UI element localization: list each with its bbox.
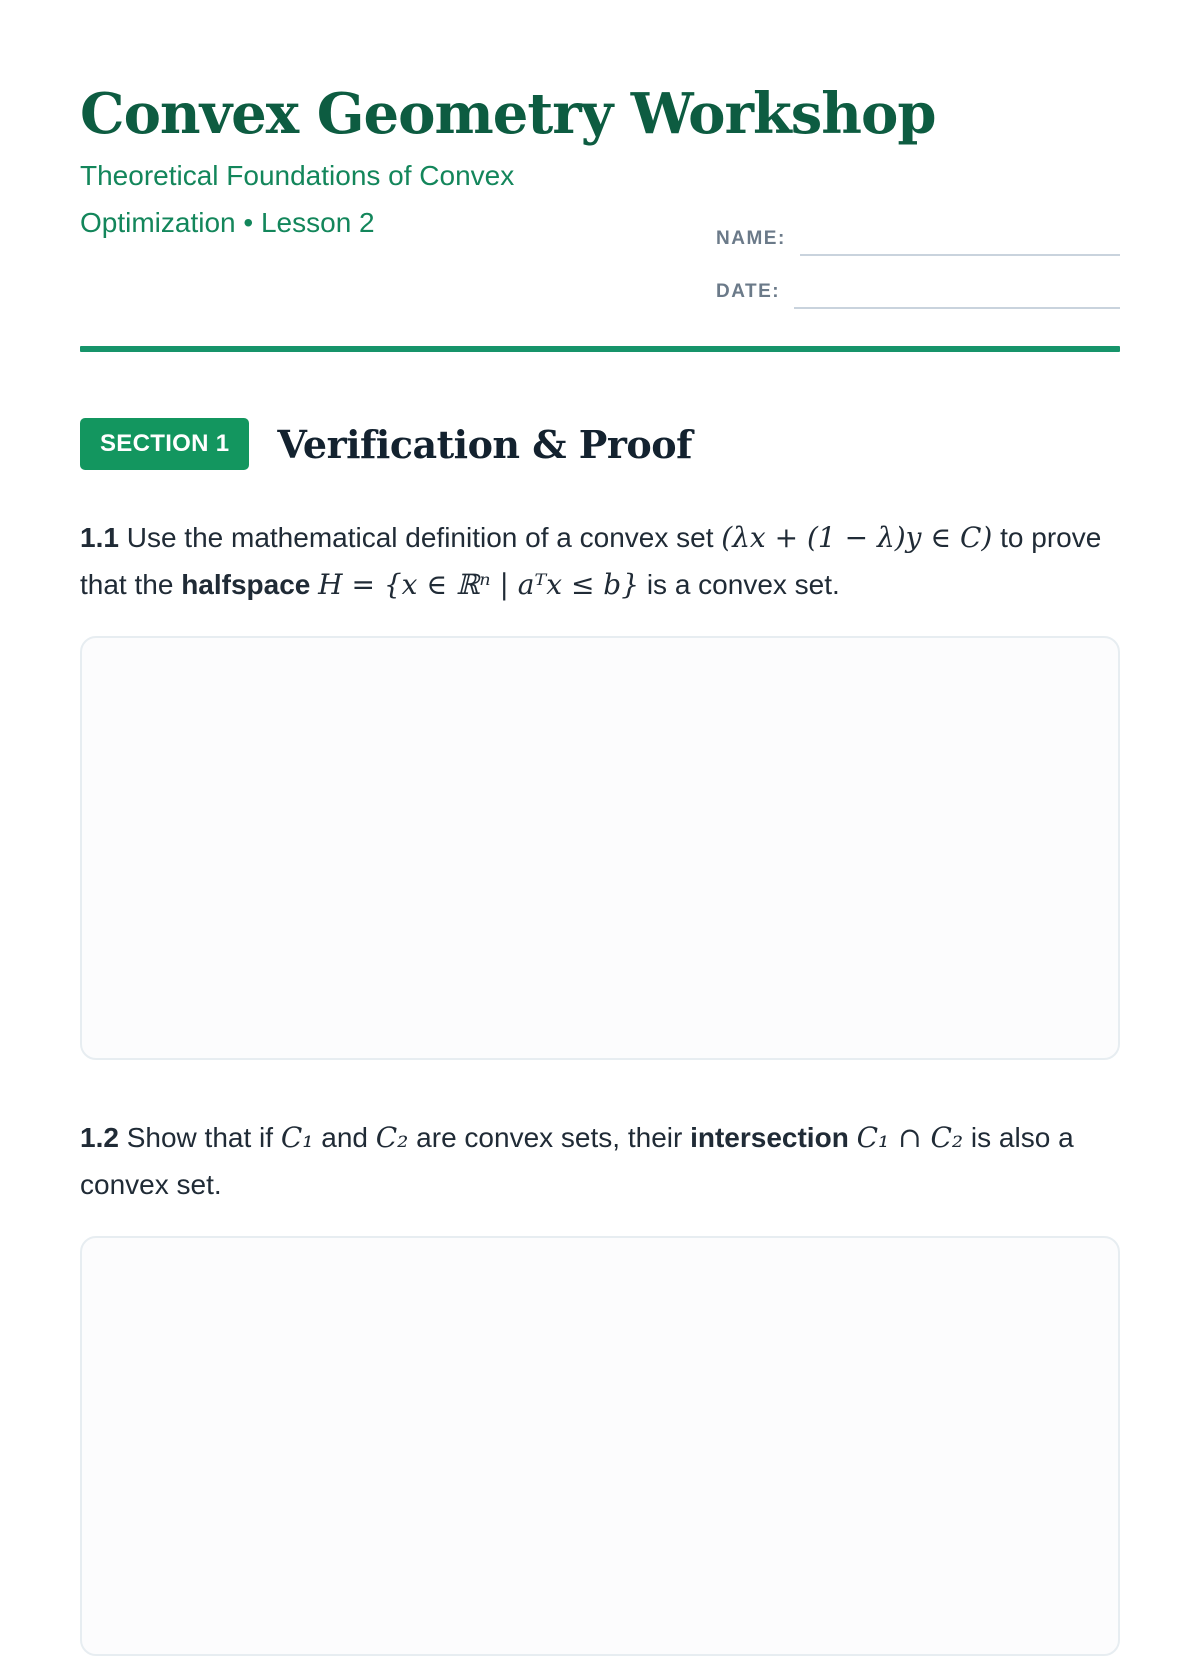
question-text: is also a convex set. (80, 1122, 1074, 1200)
question-text: and (313, 1122, 376, 1153)
header-divider (80, 346, 1120, 352)
halfspace-math: H = {x ∈ ℝⁿ | aᵀx ≤ b} (318, 568, 640, 601)
section-title: Verification & Proof (277, 421, 692, 467)
question-1-2 (80, 1114, 1120, 1208)
student-fields (716, 224, 1120, 330)
date-input-line[interactable] (794, 277, 1120, 309)
date-field (716, 277, 1120, 309)
page-title: Convex Geometry Workshop (80, 81, 936, 147)
question-number: 1.1 (80, 522, 119, 553)
question-1-1 (80, 514, 1120, 608)
section-header (80, 418, 692, 470)
c1-math: C₁ (280, 1121, 314, 1154)
question-text: to prove that the (80, 522, 1102, 600)
convex-definition-math: (λx + (1 − λ)y ∈ C) (721, 521, 993, 554)
answer-box-1-1[interactable] (80, 636, 1120, 1060)
question-text: are convex sets, their (408, 1122, 691, 1153)
question-text: Use the mathematical definition of a convex set (118, 522, 722, 553)
page-subtitle: Theoretical Foundations of Convex Optimization • Lesson 2 (80, 160, 515, 238)
header (80, 81, 1120, 302)
question-number: 1.2 (80, 1122, 119, 1153)
name-input-line[interactable] (800, 224, 1120, 256)
section-badge: SECTION 1 (80, 418, 249, 470)
answer-box-1-2[interactable] (80, 1236, 1120, 1656)
question-text: is a convex set. (639, 569, 840, 600)
intersection-math: C₁ ∩ C₂ (856, 1121, 964, 1154)
halfspace-term: halfspace (181, 569, 311, 600)
intersection-term: intersection (690, 1122, 849, 1153)
name-field (716, 224, 1120, 256)
c2-math: C₂ (375, 1121, 409, 1154)
name-label: NAME: (716, 228, 786, 249)
question-text: Show that if (118, 1122, 281, 1153)
date-label: DATE: (716, 281, 781, 302)
